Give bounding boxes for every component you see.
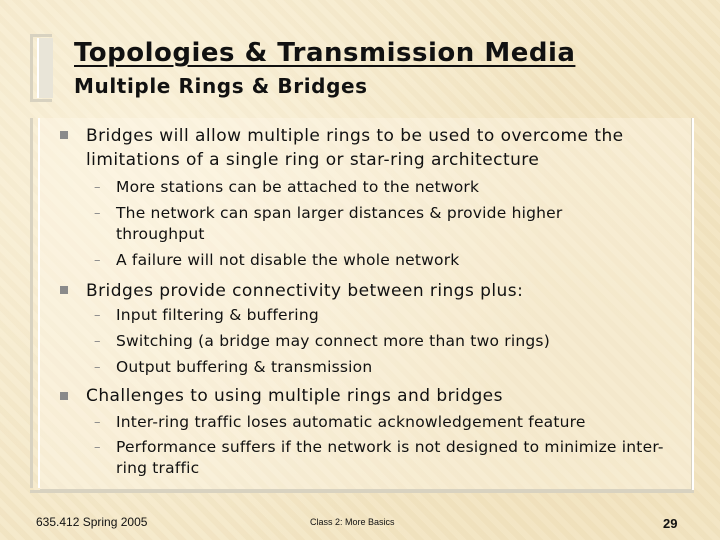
- dash-bullet-icon: –: [94, 440, 101, 455]
- sub-bullet-text: Input filtering & buffering: [116, 306, 319, 324]
- bullet-text: Bridges provide connectivity between rings plus:: [86, 281, 524, 301]
- square-bullet-icon: [60, 131, 68, 139]
- content-frame-left-border: [30, 118, 40, 488]
- square-bullet-icon: [60, 286, 68, 294]
- square-bullet-icon: [60, 392, 68, 400]
- sub-bullet-text: More stations can be attached to the network: [116, 178, 480, 196]
- dash-bullet-icon: –: [94, 253, 101, 268]
- sub-bullet-text: Inter-ring traffic loses automatic acknowledgement feature: [116, 413, 586, 431]
- sub-bullet-text: Performance suffers if the network is not designed to minimize inter-ring traffic: [116, 438, 664, 477]
- dash-bullet-icon: –: [94, 334, 101, 349]
- bullet-text: Challenges to using multiple rings and bridges: [86, 386, 503, 406]
- bullet-text: Bridges will allow multiple rings to be used to overcome the limitations of a single ring or star-ring architecture: [86, 126, 624, 170]
- footer-course: 635.412 Spring 2005: [36, 515, 148, 529]
- slide-subtitle: Multiple Rings & Bridges: [74, 74, 368, 98]
- dash-bullet-icon: –: [94, 180, 101, 195]
- slide-title: Topologies & Transmission Media: [74, 38, 576, 68]
- sub-bullet-text: A failure will not disable the whole network: [116, 251, 460, 269]
- footer-class-info: Class 2: More Basics: [310, 517, 395, 527]
- dash-bullet-icon: –: [94, 360, 101, 375]
- dash-bullet-icon: –: [94, 308, 101, 323]
- content-frame-bottom-border: [30, 490, 694, 493]
- dash-bullet-icon: –: [94, 415, 101, 430]
- sub-bullet-text: Output buffering & transmission: [116, 358, 373, 376]
- page-number: 29: [663, 516, 678, 531]
- title-bracket-inner-decoration: [37, 38, 53, 98]
- dash-bullet-icon: –: [94, 206, 101, 221]
- sub-bullet-text: Switching (a bridge may connect more than two rings): [116, 332, 550, 350]
- sub-bullet-text: The network can span larger distances & provide higher throughput: [116, 204, 563, 243]
